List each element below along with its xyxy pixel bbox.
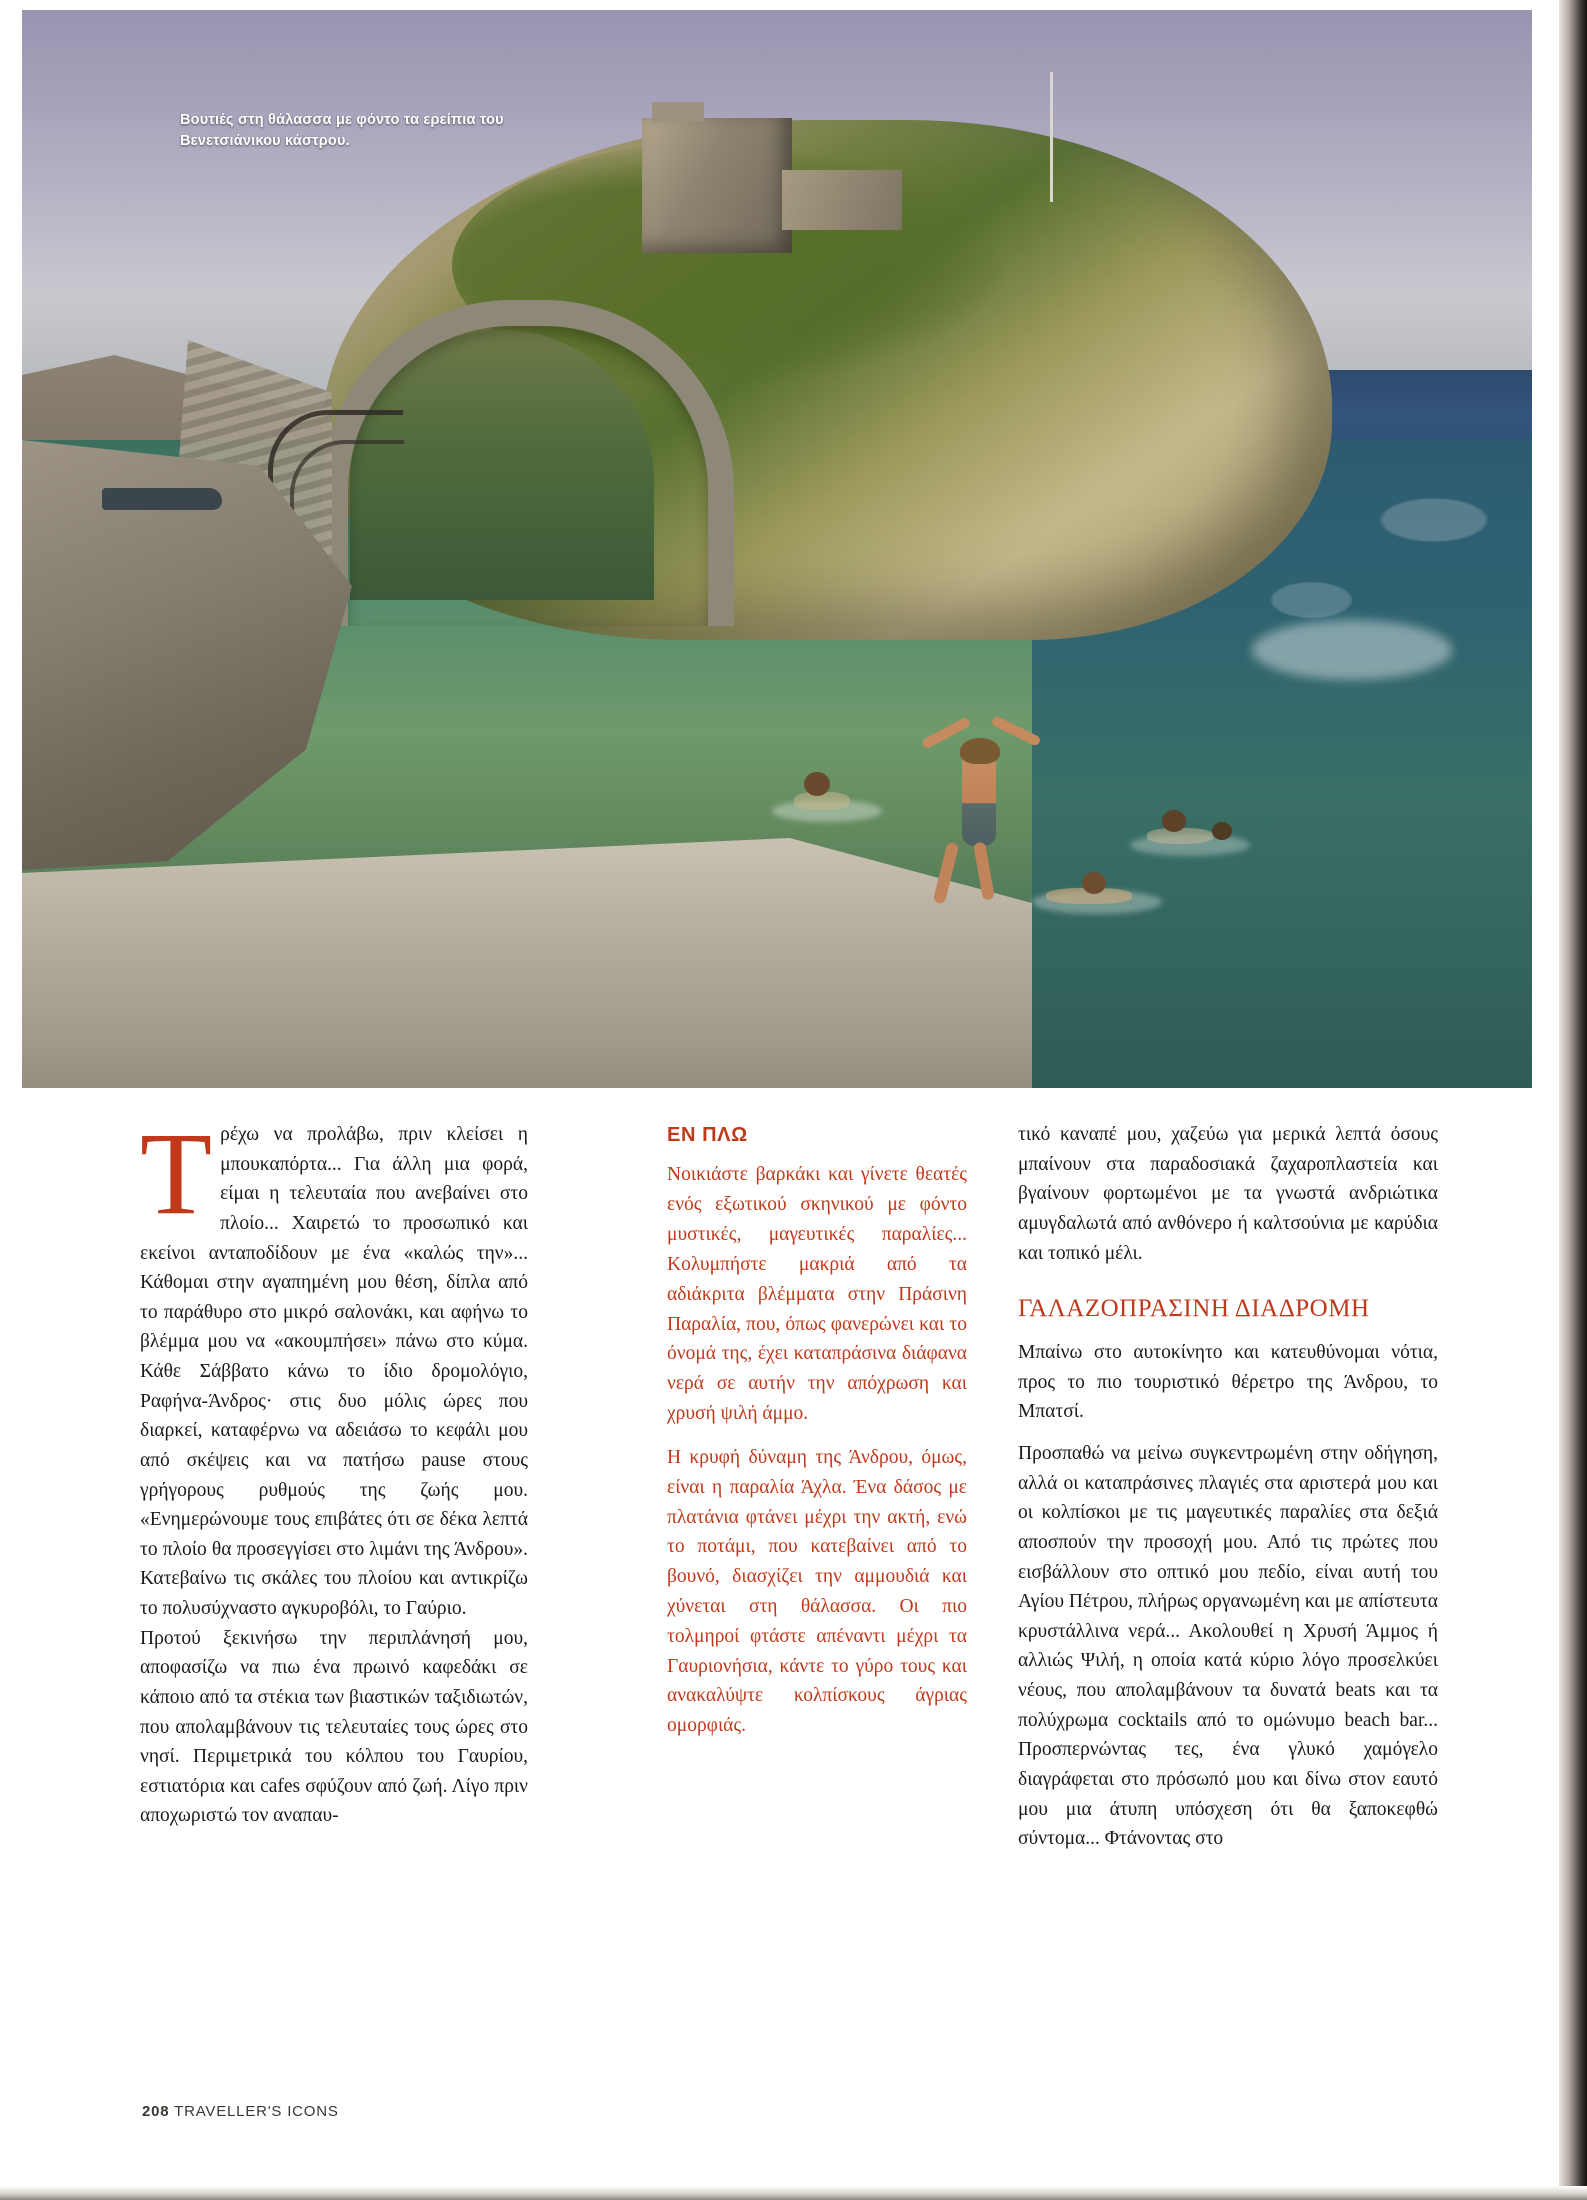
scan-edge-bottom [0,2186,1587,2200]
opening-paragraph [140,1108,528,1624]
sidebar-paragraph-2: Η κρυφή δύναμη της Άνδρου, όμως, είναι η παραλία Άχλα. Ένα δάσος με πλατάνια φτάνει μέχρι την ακτή, ενώ το ποτάμι, που κατεβαίνει από το βουνό, διασχίζει την αμμουδιά και χύνεται στη θάλασσα. Οι πιο τολμηροί φτάστε απέναντι μέχρι τα Γαυριονήσια, κάντε το γύρο τους και ανακαλύψτε κολπίσκους άγριας ομορφιάς. [667,1446,967,1737]
text-column-1 [140,1108,528,1831]
column1-paragraph-2: Προτού ξεκινήσω την περιπλάνησή μου, αποφασίζω να πιω ένα πρωινό καφεδάκι σε κάποιο από τα στέκια των βιαστικών ταξιδιωτών, που απολαμβάνουν τις τελευταίες τους ώρες στο νησί. Περιμετρικά του κόλπου του Γαυρίου, εστιατόρια και cafes σφύζουν από ζωή. Λίγο πριν αποχωριστώ τον αναπαυ- [140,1627,528,1827]
sidebar-paragraph-1: Νοικιάστε βαρκάκι και γίνετε θεατές ενός εξωτικού σκηνικού με φόντο μυστικές, μαγευτικές παραλίες... Κολυμπήστε μακριά από τα αδιάκριτα βλέμματα στην Πράσινη Παραλία, που, όπως φανερώνει και το όνομά της, έχει καταπράσινα διάφανα νερά σε αυτήν την απόχρωση και χρυσή ψιλή άμμο. [667,1164,967,1425]
drop-cap: Τ [140,1108,213,1239]
footer-section-label: TRAVELLER'S ICONS [174,2103,339,2120]
sidebar-heading: ΕΝ ΠΛΩ [667,1124,748,1146]
column3-paragraph-1: Μπαίνω στο αυτοκίνητο και κατευθύνομαι νότια, προς το πιο τουριστικό θέρετρο της Άνδρου, το Μπατσί. [1018,1342,1438,1423]
page-footer [142,2103,339,2120]
jumper-head [960,738,1000,764]
castle-ruin-tower [642,118,792,253]
swimmer-head-d [1082,872,1106,894]
flagpole [1050,72,1053,202]
page-fade [140,2030,1485,2076]
text-column-2-sidebar [667,1120,967,1755]
castle-ruin-wall [782,170,902,230]
swimmer-head-b [1162,810,1186,832]
photo-caption: Βουτιές στη θάλασσα με φόντο τα ερείπια του Βενετσιάνικου κάστρου. [180,112,504,150]
section-heading: ΓΑΛΑΖΟΠΡΑΣΙΝΗ ΔΙΑΔΡΟΜΗ [1018,1295,1370,1323]
wave-foam-rocks [1252,620,1452,680]
swimmer-head-c [1212,822,1232,840]
hero-photo [22,10,1532,1088]
concrete-quay [22,838,1032,1088]
article-body [140,1108,1485,2070]
swimmer-head-a [804,772,830,796]
text-column-3 [1018,1120,1438,1866]
page-number: 208 [142,2103,170,2120]
sidebar-body [667,1160,967,1741]
opening-paragraph-text: ρέχω να προλάβω, πριν κλείσει η μπουκαπόρτα... Για άλλη μια φορά, είμαι η τελευταία που ανεβαίνει στο πλοίο... Χαιρετώ το προσωπικό και εκείνοι ανταποδίδουν με ένα «καλώς την»... Κάθομαι στην αγαπημένη μου θέση, δίπλα από το παράθυρο στο μικρό σαλονάκι, και αφήνω το βλέμμα μου να «ακουμπήσει» πάνω στο κύμα. Κάθε Σάββατο κάνω το ίδιο δρομολόγιο, Ραφήνα-Άνδρος· στις δυο μόλις ώρες που διαρκεί, καταφέρνω να αδειάσω το κεφάλι μου από σκέψεις και να πατήσω pause στους γρήγορους ρυθμούς της ζωής μου. «Ενημερώνουμε τους επιβάτες ότι σε δέκα λεπτά το πλοίο θα προσεγγίσει στο λιμάνι της Άνδρου». Κατεβαίνω τις σκάλες του πλοίου και αντικρίζω το πολυσύχναστο αγκυροβόλι, το Γαύριο. [140,1124,528,1619]
column3-continuation-paragraph: τικό καναπέ μου, χαζεύω για μερικά λεπτά όσους μπαίνουν στα παραδοσιακά ζαχαροπλαστεία και βγαίνουν φορτωμένοι με τα γνωστά ανδριώτικα αμυγδαλωτά από ανθόνερο ή καλτσούνια με καρύδια και τοπικό μέλι. [1018,1124,1438,1264]
scan-edge-right [1559,0,1587,2200]
jumper-body [962,750,996,846]
column3-paragraph-2: Προσπαθώ να μείνω συγκεντρωμένη στην οδήγηση, αλλά οι καταπράσινες πλαγιές στα αριστερά μου και οι κολπίσκοι με τις μαγευτικές παραλίες στα δεξιά αποσπούν την προσοχή μου. Από τις πρώτες που εισβάλλουν στο οπτικό μου πεδίο, είναι αυτή του Αγίου Πέτρου, πλήρως οργανωμένη και με απίστευτα κρυστάλλινα νερά... Ακολουθεί η Χρυσή Άμμος ή αλλιώς Ψιλή, η οποία κατά κύριο λόγο προσελκύει νέους, που απολαμβάνουν τα δυνατά beats και τα πολύχρωμα cocktails από το ομώνυμο beach bar... Προσπερνώντας τες, ένα γλυκό χαμόγελο διαγράφεται στο πρόσωπό μου και δίνω στον εαυτό μου μια άτυπη υπόσχεση ότι θα ξαποκεφθώ σύντομα... Φτάνοντας στο [1018,1443,1438,1850]
moored-boat [102,488,222,510]
